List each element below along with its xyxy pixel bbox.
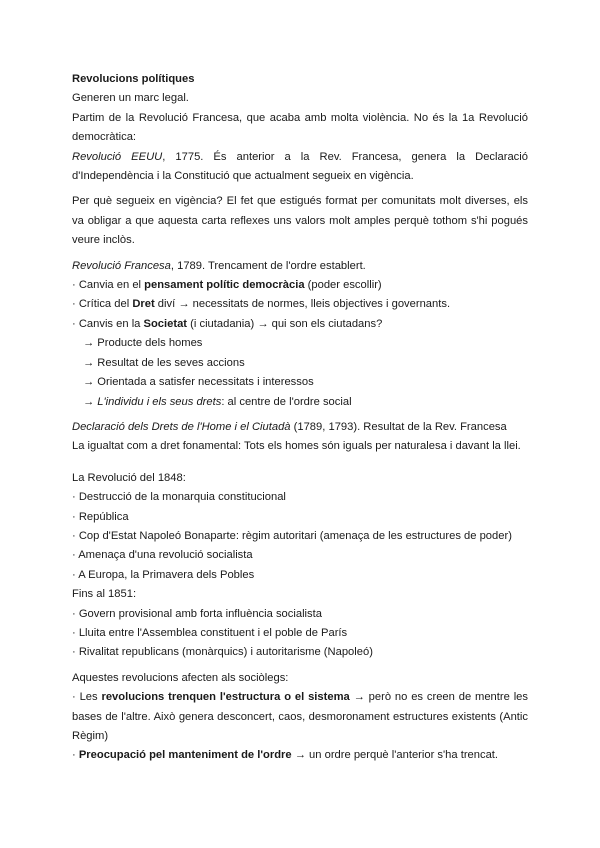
- declaracio-heading: Declaració dels Drets de l'Home i el Ciutadà (1789, 1793). Resultat de la Rev. Francesa: [72, 420, 507, 433]
- sociolegs-paragraph-2: · Preocupació pel manteniment de l'ordre → un ordre perquè l'anterior s'ha trencat.: [72, 749, 499, 762]
- francesa-name: Revolució Francesa: [72, 259, 171, 272]
- francesa-bullet-3: · Canvis en la Societat (i ciutadania) → qui son els ciutadans?: [72, 317, 383, 330]
- list-item: · A Europa, la Primavera dels Pobles: [72, 568, 255, 581]
- r1848-heading: La Revolució del 1848:: [72, 471, 186, 484]
- francesa-sub-1: → Producte dels homes: [83, 337, 203, 350]
- eeuu-paragraph: [72, 148, 528, 187]
- list-item: · Amenaça d'una revolució socialista: [72, 549, 253, 562]
- vigencia-paragraph: Per què segueix en vigència? El fet que estigués format per comunitats molt diverses, els va obligar a que aquesta carta reflexes uns valors molt amples perquè tothom s'hi pogués veure inclòs.: [72, 195, 528, 247]
- declaracio-name: Declaració dels Drets de l'Home i el Ciutadà: [72, 420, 291, 433]
- fins-heading: Fins al 1851:: [72, 588, 137, 601]
- eeuu-name: Revolució EEUU: [72, 150, 163, 163]
- list-item: · Lluita entre l'Assemblea constituent i el poble de París: [72, 626, 348, 639]
- francesa-heading: [72, 257, 528, 276]
- francesa-rest: , 1789. Trencament de l'ordre establert.: [170, 259, 366, 272]
- list-item: · Destrucció de la monarquia constitucional: [72, 491, 286, 504]
- sociolegs-heading: Aquestes revolucions afecten als sociòlegs:: [72, 671, 289, 684]
- list-item: · República: [72, 510, 129, 523]
- list-item: · Rivalitat republicans (monàrquics) i autoritarisme (Napoleó): [72, 646, 373, 659]
- francesa-bullet-1: · Canvia en el pensament polític democràcia (poder escollir): [72, 279, 382, 292]
- list-item: · Govern provisional amb forta influència socialista: [72, 607, 322, 620]
- intro-line: Generen un marc legal.: [72, 92, 189, 105]
- section-title: Revolucions polítiques: [72, 73, 195, 85]
- document-page: [72, 70, 528, 766]
- francesa-sub-4: → L'individu i els seus drets: al centre de l'ordre social: [83, 395, 352, 408]
- francesa-bullet-2: · Crítica del Dret diví → necessitats de normes, lleis objectives i governants.: [72, 298, 451, 311]
- francesa-sub-2: → Resultat de les seves accions: [83, 356, 245, 369]
- francesa-sub-3: → Orientada a satisfer necessitats i interessos: [83, 376, 314, 389]
- declaracio-line: La igualtat com a dret fonamental: Tots els homes són iguals per naturalesa i davant la llei.: [72, 440, 521, 453]
- sociolegs-paragraph-1: · Les revolucions trenquen l'estructura o el sistema → però no es creen de mentre les bases de l'altre. Això genera desconcert, caos, desmoronament estructures existents (Antic Règim): [72, 691, 528, 742]
- intro-paragraph: Partim de la Revolució Francesa, que acaba amb molta violència. No és la 1a Revolució democràtica:: [72, 111, 528, 144]
- eeuu-text: , 1775. És anterior a la Rev. Francesa, genera la Declaració d'Independència i la Constitució que actualment segueix en vigència.: [72, 150, 528, 183]
- list-item: · Cop d'Estat Napoleó Bonaparte: règim autoritari (amenaça de les estructures de poder): [72, 529, 512, 542]
